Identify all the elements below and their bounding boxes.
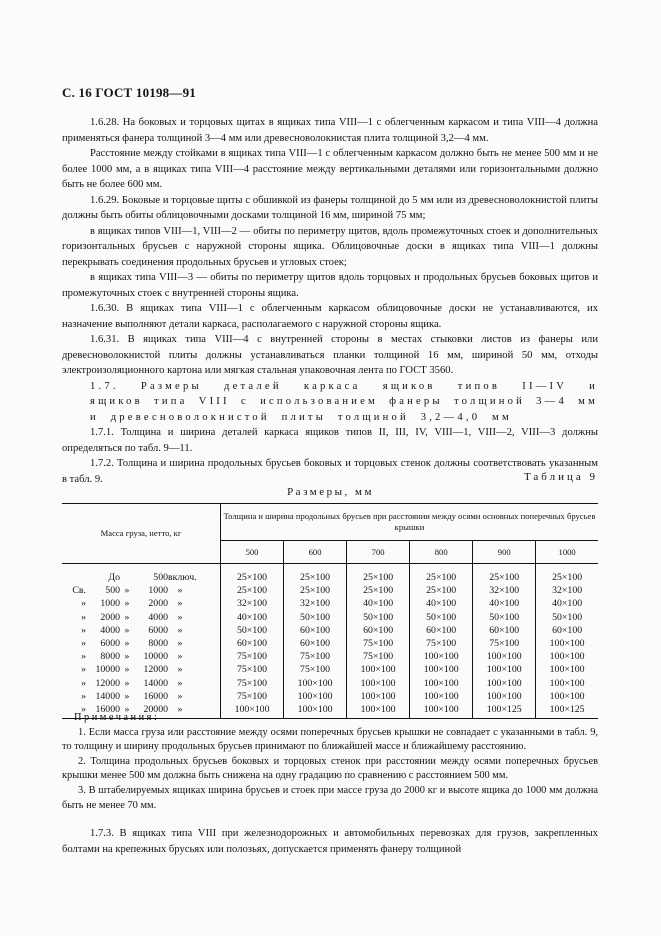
notes [62, 711, 598, 813]
mass-range-from: 1000 [100, 598, 120, 610]
mass-range-sep: » [124, 690, 130, 702]
mass-range-from: 14000 [95, 690, 120, 702]
size-cell: 100×100 [284, 677, 347, 690]
mass-range-prefix: » [81, 704, 86, 716]
size-cell: 100×100 [221, 703, 284, 719]
mass-header: Масса груза, нетто, кг [62, 504, 221, 564]
size-cell: 100×100 [549, 651, 585, 663]
section-heading-line: 1.7. Размеры деталей каркаса ящиков типов II—IV и [90, 380, 598, 392]
mass-range-tail: » [177, 611, 183, 623]
mass-range-prefix: » [81, 651, 86, 663]
size-cell: 75×100 [221, 677, 284, 690]
size-cell: 100×100 [549, 690, 585, 702]
mass-range-sep: » [124, 704, 130, 716]
mass-range-prefix: » [81, 611, 86, 623]
size-cell: 75×100 [473, 637, 536, 650]
size-cell: 25×100 [410, 564, 473, 585]
size-cell: 75×100 [410, 637, 473, 650]
size-cell: 100×100 [284, 703, 347, 719]
mass-range-sep: » [124, 611, 130, 623]
size-cell: 25×100 [221, 584, 284, 597]
size-cell: 60×100 [347, 624, 410, 637]
size-cell: 100×125 [473, 703, 536, 719]
paragraph-1-6-29: 1.6.29. Боковые и торцовые щиты с обшивкой из фанеры толщиной до 5 мм или из древесноволокнистой плиты должны быть обиты облицовочными досками толщиной 16 мм, шириной 75 мм; [62, 194, 598, 221]
paragraph-1-6-30: 1.6.30. В ящиках типа VIII—1 с облегченным каркасом облицовочные доски не устанавливаются, их назначение выполняют детали каркаса, располагаемого с наружной стороны ящика. [62, 303, 598, 330]
mass-range-prefix: » [81, 677, 86, 689]
distance-header: 1000 [536, 541, 598, 564]
notes-title: Примечания: [74, 712, 160, 723]
size-cell: 75×100 [284, 663, 347, 676]
paragraph-1-7-1: 1.7.1. Толщина и ширина деталей каркаса ящиков типов II, III, IV, VIII—1, VIII—2, VIII—3 должны определяться по табл. 9—11. [62, 427, 598, 454]
mass-range-tail: » [177, 704, 183, 716]
mass-range-prefix: » [81, 638, 86, 650]
mass-range-sep: » [124, 598, 130, 610]
mass-range-sep: » [124, 651, 130, 663]
mass-range-sep: » [124, 664, 130, 676]
distance-header: 700 [347, 541, 410, 564]
size-cell: 25×100 [410, 584, 473, 597]
size-cell: 50×100 [221, 624, 284, 637]
size-cell: 25×100 [347, 564, 410, 585]
paragraph-1-6-28: 1.6.28. На боковых и торцовых щитах в ящиках типа VIII—1 с облегченным каркасом и типа VIII—4 должна применяться фанера толщиной 3—4 мм или древесноволокнистая плита толщиной 3,2—4 мм. [62, 117, 598, 144]
table-row [62, 663, 598, 676]
distance-header: 900 [473, 541, 536, 564]
paragraph-1-6-31: 1.6.31. В ящиках типа VIII—4 с внутренней стороны в местах стыковки листов из фанеры или древесноволокнистой плиты должны устанавливаться планки толщиной 16 мм, шириной 50 мм, отходы электроизоляционного картона или мягкая стальная упаковочная лента по ГОСТ 3560. [62, 334, 598, 376]
size-cell: 100×100 [347, 703, 410, 719]
size-cell: 32×100 [552, 585, 583, 597]
size-cell: 100×100 [473, 690, 536, 703]
size-cell: 40×100 [221, 611, 284, 624]
size-cell: 100×100 [549, 677, 585, 689]
size-cell: 100×100 [347, 663, 410, 676]
mass-range-cell [62, 650, 221, 663]
mass-range-cell [62, 690, 221, 703]
mass-range-to: 16000 [143, 690, 168, 702]
paragraph-spacing: Расстояние между стойками в ящиках типа VIII—1 с облегченным каркасом должно быть не менее 500 мм и не более 1000 мм, а в ящиках типа VIII—4 расстояние между вертикальными деталями или горизонтальными должно быть не более 600 мм. [62, 148, 598, 190]
size-cell: 50×100 [552, 611, 583, 623]
mass-range-to: 500 [153, 572, 168, 583]
table-row [62, 690, 598, 703]
size-cell: 100×100 [410, 690, 473, 703]
table-subtitle: Размеры, мм [287, 486, 374, 498]
size-cell: 100×100 [284, 690, 347, 703]
paragraph-1-7-3: 1.7.3. В ящиках типа VIII при железнодорожных и автомобильных перевозках для грузов, закрепленных болтами на крепежных брусьях или полозьях, допускается применять фанеру толщиной [62, 828, 598, 855]
note-item: 2. Толщина продольных брусьев боковых и торцовых стенок при расстоянии между осями поперечных брусьев крышки менее 500 мм должна быть снижена на одну градацию по сравнению с расстоянием 500 мм. [62, 755, 598, 782]
mass-range-from: 4000 [100, 624, 120, 636]
final-text [62, 826, 598, 857]
mass-range-cell [62, 624, 221, 637]
table-row [62, 624, 598, 637]
size-cell: 75×100 [221, 663, 284, 676]
mass-range-cell [62, 597, 221, 610]
table-body [62, 564, 598, 719]
mass-range-from: 16000 [95, 704, 120, 716]
size-cell: 60×100 [284, 637, 347, 650]
mass-range-tail: » [177, 624, 183, 636]
mass-range-from: 500 [105, 585, 120, 597]
mass-range-tail: » [177, 690, 183, 702]
mass-range-sep: » [124, 624, 130, 636]
mass-range-to: 20000 [143, 704, 168, 716]
note-item: 3. В штабелируемых ящиках ширина брусьев и стоек при массе груза до 2000 кг и высоте ящика до 1000 мм должна быть не менее 70 мм. [62, 784, 598, 811]
paragraph-type-3: в ящиках типа VIII—3 — обиты по периметру щитов вдоль торцовых и продольных брусьев боковых щитов и промежуточных стоек с внутренней стороны ящика. [62, 272, 598, 299]
mass-range-prefix: Св. [72, 585, 86, 597]
size-cell: 75×100 [347, 637, 410, 650]
mass-range-cell [62, 611, 221, 624]
table-row [62, 584, 598, 597]
section-heading-line: и древесноволокнистой плиты толщиной 3,2—4,0 мм [90, 411, 512, 423]
size-cell: 25×100 [473, 564, 536, 585]
distance-header: 500 [221, 541, 284, 564]
size-cell: 100×125 [536, 703, 598, 719]
mass-range-from: 6000 [100, 638, 120, 650]
mass-range-prefix: » [81, 664, 86, 676]
size-cell: 25×100 [284, 564, 347, 585]
size-cell: 75×100 [284, 650, 347, 663]
mass-range-to: 12000 [143, 664, 168, 676]
mass-range-tail: » [177, 598, 183, 610]
size-cell: 40×100 [347, 597, 410, 610]
size-cell: 60×100 [221, 637, 284, 650]
table-9 [62, 503, 598, 719]
table-row [62, 597, 598, 610]
mass-range-to: 14000 [143, 677, 168, 689]
mass-range-sep: » [124, 677, 130, 689]
size-cell: 100×100 [347, 677, 410, 690]
mass-range-from: 10000 [95, 664, 120, 676]
mass-range-tail: » [177, 651, 183, 663]
section-heading-line: ящиков типа VIII с использованием фанеры толщиной 3—4 мм [90, 396, 598, 407]
mass-range-cell [62, 677, 221, 690]
size-cell: 100×100 [410, 650, 473, 663]
mass-range-sep: » [124, 585, 130, 597]
mass-range-prefix: » [81, 690, 86, 702]
mass-range-cell [62, 564, 221, 585]
distance-header: 800 [410, 541, 473, 564]
size-cell: 25×100 [284, 584, 347, 597]
mass-range-prefix: » [81, 598, 86, 610]
size-cell: 75×100 [221, 650, 284, 663]
mass-range-from: 8000 [100, 651, 120, 663]
size-cell: 50×100 [473, 611, 536, 624]
mass-range-cell [62, 637, 221, 650]
size-cell: 25×100 [347, 584, 410, 597]
size-cell: 100×100 [410, 663, 473, 676]
page-header: С. 16 ГОСТ 10198—91 [62, 85, 196, 100]
size-cell: 100×100 [410, 677, 473, 690]
mass-range-sep: » [124, 638, 130, 650]
mass-range-to: 8000 [148, 638, 168, 650]
size-cell: 60×100 [410, 624, 473, 637]
mass-range-from: До [108, 572, 120, 583]
table-row [62, 650, 598, 663]
size-cell: 50×100 [410, 611, 473, 624]
table-row [62, 564, 598, 585]
table-row [62, 677, 598, 690]
size-cell: 40×100 [473, 597, 536, 610]
body-text [62, 115, 598, 487]
size-cell: 100×100 [549, 638, 585, 650]
size-cell: 100×100 [549, 664, 585, 676]
table-caption: Таблица 9 [523, 471, 598, 483]
mass-range-tail: включ. [168, 572, 197, 583]
mass-range-tail: » [177, 638, 183, 650]
paragraph-types-1-2: в ящиках типов VIII—1, VIII—2 — обиты по периметру щитов, вдоль промежуточных стоек и дополнительных горизонтальных брусьев с наружной стороны ящика. Облицовочные доски в ящиках типа VIII—1 должны перекрывать соединения продольных брусьев и угловых стоек; [62, 225, 598, 268]
mass-range-tail: » [177, 677, 183, 689]
size-cell: 40×100 [410, 597, 473, 610]
table-row [62, 637, 598, 650]
size-cell: 75×100 [221, 690, 284, 703]
size-cell: 25×100 [552, 572, 583, 583]
section-1-7-heading [62, 379, 598, 426]
size-cell: 25×100 [221, 564, 284, 585]
size-cell: 100×100 [410, 703, 473, 719]
size-cell: 100×100 [473, 663, 536, 676]
note-item: 1. Если масса груза или расстояние между осями поперечных брусьев крышки не совпадает с указанными в табл. 9, то толщину и ширину продольных брусьев принимают по ближайшей массе и ближайшему расстоянию. [62, 726, 598, 753]
size-cell: 100×100 [473, 677, 536, 690]
size-cell: 60×100 [284, 624, 347, 637]
mass-range-cell [62, 663, 221, 676]
size-cell: 40×100 [552, 598, 583, 610]
paragraph-1-7-2: 1.7.2. Толщина и ширина продольных брусьев боковых и торцовых стенок должны соответствовать указанным в табл. 9. [62, 458, 598, 485]
distance-header: 600 [284, 541, 347, 564]
mass-range-cell [62, 584, 221, 597]
size-cell: 32×100 [284, 597, 347, 610]
size-cell: 50×100 [347, 611, 410, 624]
size-cell: 60×100 [473, 624, 536, 637]
mass-range-to: 2000 [148, 598, 168, 610]
mass-range-to: 1000 [148, 585, 168, 597]
size-cell: 32×100 [473, 584, 536, 597]
table-row [62, 611, 598, 624]
mass-range-tail: » [177, 664, 183, 676]
mass-range-from: 12000 [95, 677, 120, 689]
mass-range-from: 2000 [100, 611, 120, 623]
mass-range-tail: » [177, 585, 183, 597]
group-header: Толщина и ширина продольных брусьев при расстоянии между осями основных поперечных брусьев крышки [221, 504, 599, 541]
size-cell: 100×100 [347, 690, 410, 703]
size-cell: 50×100 [284, 611, 347, 624]
mass-range-to: 6000 [148, 624, 168, 636]
mass-range-to: 10000 [143, 651, 168, 663]
size-cell: 75×100 [347, 650, 410, 663]
size-cell: 60×100 [552, 624, 583, 636]
size-cell: 100×100 [473, 650, 536, 663]
size-cell: 32×100 [221, 597, 284, 610]
mass-range-prefix: » [81, 624, 86, 636]
mass-range-to: 4000 [148, 611, 168, 623]
